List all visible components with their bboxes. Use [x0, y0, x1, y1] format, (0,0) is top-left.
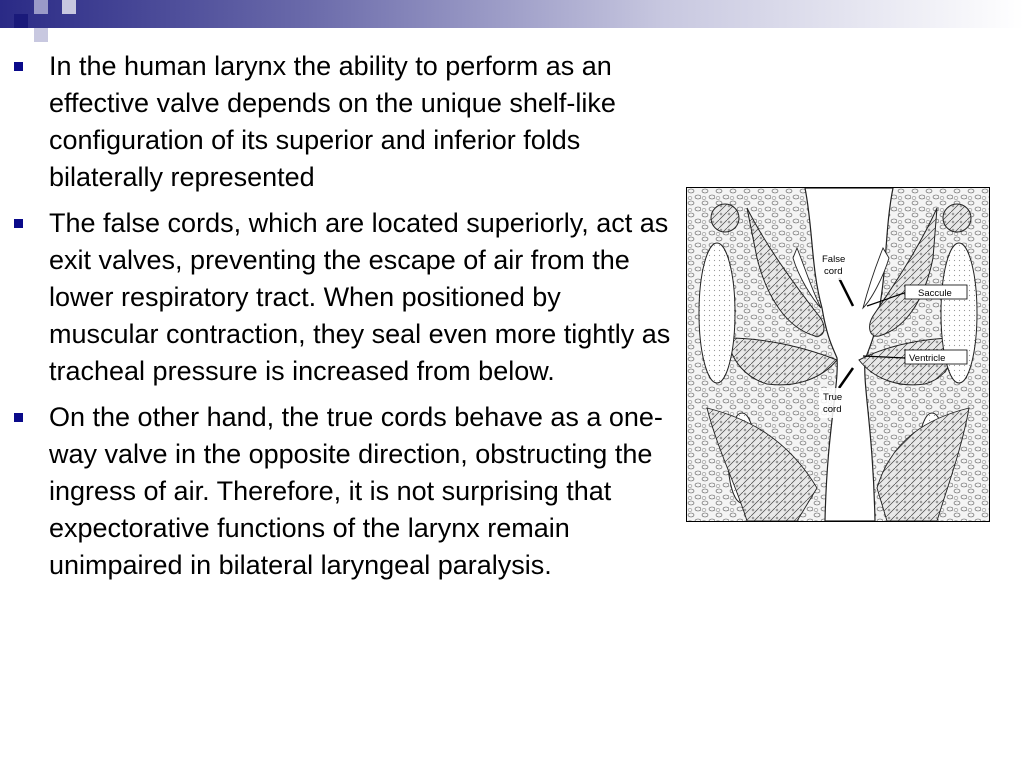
header-band-gap [0, 28, 1024, 48]
larynx-cross-section-figure [686, 187, 990, 522]
corner-square-1 [14, 14, 28, 28]
bullet-item [14, 48, 674, 196]
right-upper-vessel [943, 204, 971, 232]
corner-square-3 [62, 0, 76, 14]
bullet-list [14, 48, 674, 584]
bullet-text: The false cords, which are located superiorly, act as exit valves, preventing the escape of air from the lower respiratory tract. When positioned by muscular contraction, they seal even more tightly as tracheal pressure is increased from below. [49, 208, 671, 386]
corner-square-4 [34, 28, 48, 42]
bullet-text: On the other hand, the true cords behave as a one-way valve in the opposite direction, obstructing the ingress of air. Therefore, it is not surprising that expectorative functions of the larynx remain unimpaired in bilateral laryngeal paralysis. [49, 402, 663, 580]
square-bullet-icon [14, 219, 23, 228]
left-thyroid-cartilage [699, 243, 735, 383]
true-cord-label-line2: cord [823, 404, 842, 415]
true-cord-label-line1: True [823, 392, 843, 403]
false-cord-label-line1: False [822, 254, 846, 265]
corner-square-2 [34, 0, 48, 14]
corner-square-5 [0, 28, 14, 42]
bullet-item [14, 205, 674, 390]
ventricle-label: Ventricle [909, 353, 946, 364]
square-bullet-icon [14, 413, 23, 422]
slide-body [14, 48, 674, 593]
square-bullet-icon [14, 62, 23, 71]
left-upper-vessel [711, 204, 739, 232]
saccule-label: Saccule [918, 288, 952, 299]
bullet-item [14, 399, 674, 584]
false-cord-label-line2: cord [824, 266, 843, 277]
larynx-illustration [687, 188, 989, 521]
bullet-text: In the human larynx the ability to perform as an effective valve depends on the unique shelf-like configuration of its superior and inferior folds bilaterally represented [49, 51, 616, 192]
